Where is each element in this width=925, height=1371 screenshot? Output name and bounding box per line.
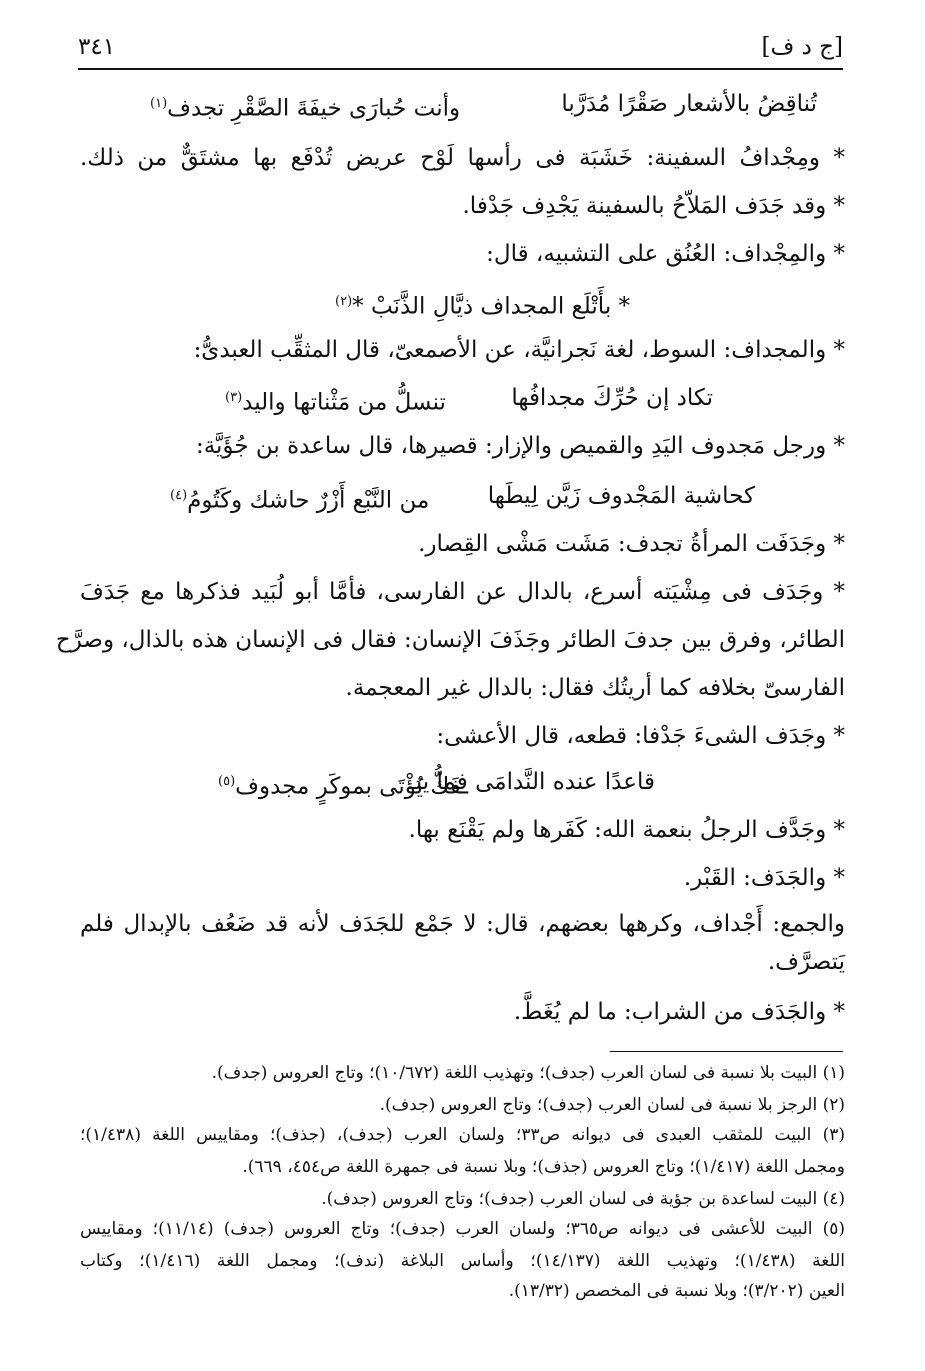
footnote-ref-5: (٥) [218, 774, 236, 789]
entry-line-4: * والمِجْداف: العُنُق على التشبيه، قال: [486, 241, 845, 267]
verse-1-text: وأنت حُبارَى خيفَةَ الصَّقْرِ تجدف [167, 95, 461, 122]
entry-line-3: * وقد جَدَف المَلاّحُ بالسفينة يَجْدِف جَدْفا. [462, 193, 845, 219]
entry-line-19: يَتصرَّف. [767, 949, 845, 975]
entry-line-20: * والجَدَف من الشراب: ما لم يُغَطَّ. [513, 999, 845, 1025]
footnote-5-line-2: اللغة (١/٤٣٨)؛ وتهذيب اللغة (١٤/١٣٧)؛ وأساس البلاغة (ندف)؛ ومجمل اللغة (١/٤١٦)؛ وكتاب [80, 1251, 845, 1271]
verse-4-text: من النَّبْع أَزْرٌ حاشك وكَتُومُ [187, 487, 430, 514]
entry-line-8: * ورجل مَجدوف اليَدِ والقميص والإزار: قصيرها، قال ساعدة بن جُؤَيَّة: [195, 433, 845, 459]
entry-line-14: * وجَدَف الشىءَ جَدْفا: قطعه، قال الأعشى: [436, 723, 845, 749]
verse-3-first-hemistich: تكاد إن حُرِّكَ مجدافُها [511, 385, 713, 411]
verse-4-first-hemistich: كحاشية المَجْدوف زَيَّن لِيطَها [487, 483, 755, 509]
footnote-rule [610, 1051, 843, 1052]
footnote-ref-4: (٤) [170, 488, 188, 503]
footnote-2: (٢) الرجز بلا نسبة فى لسان العرب (جدف)؛ وتاج العروس (جدف). [379, 1095, 845, 1115]
footnote-3-line-2: ومجمل اللغة (١/٤١٧)؛ وتاج العروس (جذف)؛ وبلا نسبة فى جمهرة اللغة ص٤٥٤، ٦٦٩). [242, 1157, 845, 1177]
footnote-1: (١) البيت بلا نسبة فى لسان العرب (جدف)؛ وتهذيب اللغة (١٠/٦٧٢)؛ وتاج العروس (جدف). [211, 1063, 845, 1083]
entry-line-16: * وجَدَّف الرجلُ بنعمة الله: كَفَرها ولم يَقْنَع بها. [408, 817, 845, 843]
verse-5-first-hemistich: قاعدًا عنده النَّدامَى فما ينـ [409, 769, 655, 795]
verse-4-second-hemistich [170, 478, 429, 519]
footnote-5-line-3: العين (٣/٢٠٢)؛ وبلا نسبة فى المخصص (١٣/٣٢). [508, 1281, 845, 1301]
page-number: ٣٤١ [78, 34, 116, 60]
footnote-ref-2: (٢) [335, 294, 353, 309]
header-rule [78, 68, 843, 70]
entry-line-12: الطائر، وفرق بين جدفَ الطائر وجَذَفَ الإنسان: فقال فى الإنسان هذه بالذال، وصرَّح [55, 627, 845, 653]
verse-1-second-hemistich [150, 86, 460, 127]
footnote-4: (٤) البيت لساعدة بن جؤية فى لسان العرب (جدف)؛ وتاج العروس (جدف). [321, 1189, 845, 1209]
verse-1-first-hemistich: تُناقِضُ بالأشعار صَقْرًا مُدَرَّبا [561, 91, 817, 117]
entry-line-18: والجمع: أَجْداف، وكرهها بعضهم، قال: لا جَمْع للجَدَف لأنه قد ضَعُف بالإبدال فلم [80, 911, 845, 937]
verse-3-text: تنسلُّ من مَثْناتها واليد [242, 389, 446, 416]
entry-line-11: * وجَدَف فى مِشْيَته أسرع، بالدال عن الفارسى، فأمَّا أبو لُبَيد فذكرها مع جَدَفَ [80, 579, 845, 605]
entry-line-2: * ومِجْدافُ السفينة: خَشَبَة فى رأسها لَوْح عريض تُدْفَع بها مشتَقٌّ من ذلك. [80, 145, 845, 171]
footnote-5-line-1: (٥) البيت للأعشى فى ديوانه ص٣٦٥؛ ولسان العرب (جدف)؛ وتاج العروس (جدف) (١١/١٤)؛ ومقاييس [80, 1219, 846, 1239]
verse-5-second-hemistich [218, 764, 468, 805]
entry-line-17: * والجَدَف: القَبْر. [683, 865, 845, 891]
rajaz-text: * بأَتْلَع المجداف ذيَّالِ الذَّنَبْ * [352, 293, 631, 320]
rajaz-line [335, 284, 630, 325]
page-header [78, 30, 843, 64]
entry-line-6: * والمجداف: السوط، لغة نَجرانيَّة، عن الأصمعىّ، قال المثقِّب العبدىُّ: [193, 337, 845, 363]
footnote-3-line-1: (٣) البيت للمثقب العبدى فى ديوانه ص٣٣؛ ولسان العرب (جدف)، (جذف)؛ ومقاييس اللغة (١/٤٣٨)؛ [80, 1125, 845, 1145]
footnote-ref-3: (٣) [225, 390, 243, 405]
footnote-ref-1: (١) [150, 96, 168, 111]
entry-line-10: * وجَدَفَت المرأةُ تجدف: مَشَت مَشْى القِصار. [418, 531, 845, 557]
verse-3-second-hemistich [225, 380, 446, 421]
running-head: [ج د ف] [761, 34, 843, 60]
entry-line-13: الفارسىّ بخلافه كما أريتُك فقال: بالدال غير المعجمة. [345, 675, 845, 701]
verse-5-text: ـفَكُّ يُؤْتَى بموكَرٍ مجدوف [235, 773, 469, 800]
